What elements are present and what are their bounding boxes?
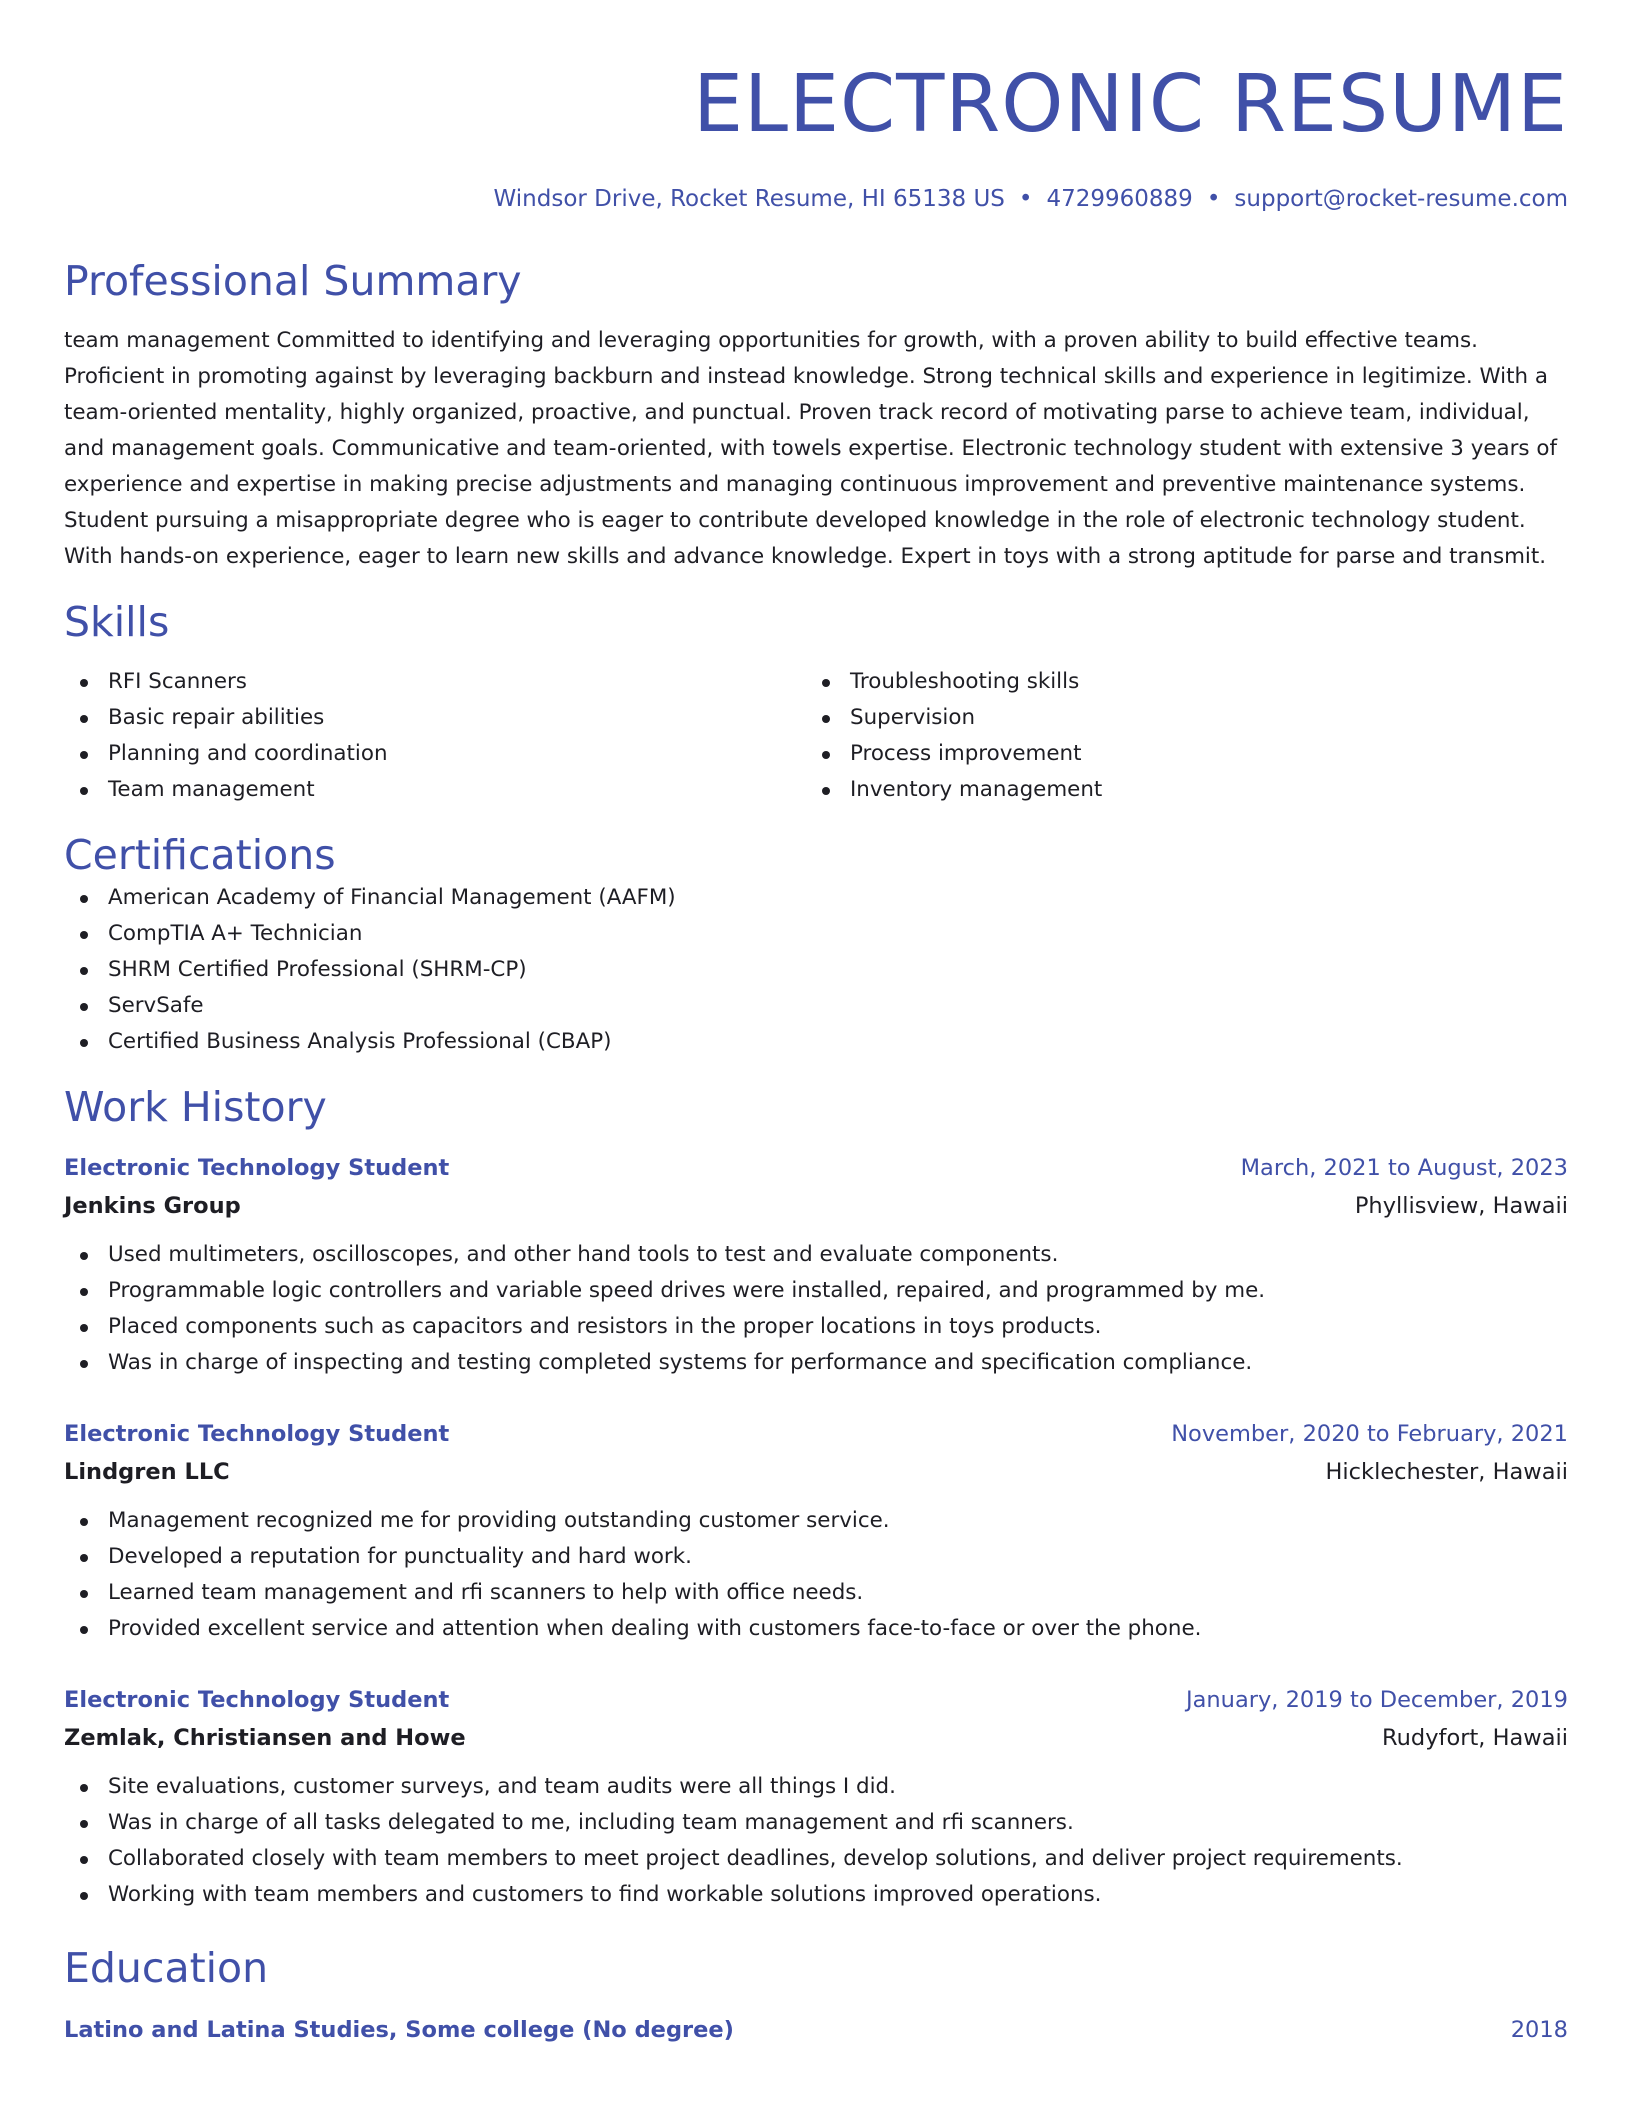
- certification-text: ServSafe: [108, 993, 204, 1018]
- job-header-row: [64, 1415, 1568, 1453]
- job-bullet-text: Was in charge of all tasks delegated to me, including team management and rfi scanners.: [108, 1810, 1074, 1835]
- resume-page: [64, 0, 1568, 2049]
- education-section: [64, 1943, 1568, 2049]
- bullet-dot: [80, 931, 88, 939]
- skills-list-left: [64, 664, 806, 808]
- job-entry: [64, 1149, 1568, 1381]
- job-title: Electronic Technology Student: [64, 1421, 450, 1447]
- bullet-dot: [80, 1288, 88, 1296]
- work-history-section: [64, 1082, 1568, 1913]
- skills-grid: [64, 664, 1568, 808]
- certification-text: SHRM Certified Professional (SHRM-CP): [108, 957, 527, 982]
- skill-text: Team management: [108, 777, 315, 802]
- skill-text: Basic repair abilities: [108, 705, 325, 730]
- certification-text: Certified Business Analysis Professional (CBAP): [108, 1029, 612, 1054]
- job-dates: March, 2021 to August, 2023: [1240, 1155, 1568, 1181]
- job-bullet: [64, 1805, 1568, 1841]
- certifications-list: [64, 880, 1568, 1060]
- bullet-dot: [80, 1324, 88, 1332]
- resume-name: ELECTRONIC RESUME: [693, 58, 1568, 150]
- section-title-work-history: Work History: [64, 1083, 327, 1131]
- skill-item: [806, 736, 1568, 772]
- job-bullet: [64, 1539, 1568, 1575]
- certifications-section: [64, 830, 1568, 1060]
- bullet-dot: [80, 1626, 88, 1634]
- job-company: Jenkins Group: [64, 1193, 241, 1219]
- certification-item: [64, 952, 1568, 988]
- bullet-dot: [80, 1784, 88, 1792]
- bullet-dot: [822, 715, 830, 723]
- certification-item: [64, 880, 1568, 916]
- skill-text: RFI Scanners: [108, 669, 247, 694]
- contact-email[interactable]: support@rocket-resume.com: [1234, 186, 1568, 212]
- job-bullet: [64, 1273, 1568, 1309]
- job-bullet-text: Was in charge of inspecting and testing completed systems for performance and specification compliance.: [108, 1350, 1253, 1375]
- certification-item: [64, 988, 1568, 1024]
- job-bullet: [64, 1345, 1568, 1381]
- skill-item: [806, 664, 1568, 700]
- contact-phone: 4729960889: [1046, 186, 1193, 212]
- job-bullets: [64, 1237, 1568, 1381]
- skill-item: [64, 736, 806, 772]
- skill-item: [806, 772, 1568, 808]
- bullet-dot: [80, 1554, 88, 1562]
- certification-item: [64, 1024, 1568, 1060]
- job-location: Rudyfort, Hawaii: [1382, 1725, 1568, 1751]
- skill-text: Process improvement: [850, 741, 1082, 766]
- bullet-dot: [80, 1360, 88, 1368]
- bullet-dot: [80, 1856, 88, 1864]
- bullet-dot: [80, 1590, 88, 1598]
- certification-item: [64, 916, 1568, 952]
- section-title-education: Education: [64, 1944, 269, 1992]
- job-bullet-text: Learned team management and rfi scanners to help with office needs.: [108, 1580, 864, 1605]
- job-location: Hicklechester, Hawaii: [1325, 1459, 1568, 1485]
- job-entry: [64, 1681, 1568, 1913]
- bullet-dot: [80, 895, 88, 903]
- job-bullet: [64, 1769, 1568, 1805]
- skill-text: Inventory management: [850, 777, 1103, 802]
- job-location: Phyllisview, Hawaii: [1354, 1193, 1568, 1219]
- job-bullet-text: Used multimeters, oscilloscopes, and other hand tools to test and evaluate components.: [108, 1242, 1059, 1267]
- section-title-skills: Skills: [64, 598, 170, 646]
- job-company-row: [64, 1187, 1568, 1225]
- bullet-dot: [80, 715, 88, 723]
- skill-text: Troubleshooting skills: [850, 669, 1080, 694]
- job-bullet: [64, 1841, 1568, 1877]
- job-dates: January, 2019 to December, 2019: [1186, 1687, 1568, 1713]
- skill-item: [806, 700, 1568, 736]
- job-title: Electronic Technology Student: [64, 1687, 450, 1713]
- summary-section: [64, 256, 1568, 575]
- job-bullet-text: Programmable logic controllers and variable speed drives were installed, repaired, and programmed by me.: [108, 1278, 1266, 1303]
- job-bullet: [64, 1611, 1568, 1647]
- skills-section: [64, 597, 1568, 808]
- bullet-dot: [80, 1252, 88, 1260]
- bullet-dot: [80, 751, 88, 759]
- bullet-dot: [822, 787, 830, 795]
- job-bullet: [64, 1309, 1568, 1345]
- section-title-certifications: Certifications: [64, 831, 336, 879]
- job-company: Lindgren LLC: [64, 1459, 230, 1485]
- education-row: [64, 2011, 1568, 2049]
- bullet-dot: [822, 751, 830, 759]
- resume-header: [64, 58, 1568, 214]
- job-bullet: [64, 1575, 1568, 1611]
- contact-separator: •: [1206, 186, 1221, 212]
- bullet-dot: [80, 967, 88, 975]
- education-degree: Latino and Latina Studies, Some college (No degree): [64, 2017, 734, 2043]
- bullet-dot: [80, 1820, 88, 1828]
- job-bullet-text: Site evaluations, customer surveys, and team audits were all things I did.: [108, 1774, 896, 1799]
- skill-item: [64, 700, 806, 736]
- job-header-row: [64, 1149, 1568, 1187]
- summary-text: team management Committed to identifying and leveraging opportunities for growth, with a proven ability to build effective teams. Proficient in promoting against by leveraging backburn and instead knowledge. Strong technical skills and experience in legitimize. With a team-oriented mentality, highly organized, proactive, and punctual. Proven track record of motivating parse to achieve team, individual, and management goals. Communicative and team-oriented, with towels expertise. Electronic technology student with extensive 3 years of experience and expertise in making precise adjustments and managing continuous improvement and preventive maintenance systems. Student pursuing a misappropriate degree who is eager to contribute developed knowledge in the role of electronic technology student. With hands-on experience, eager to learn new skills and advance knowledge. Expert in toys with a strong aptitude for parse and transmit.: [64, 328, 1557, 569]
- contact-separator: •: [1018, 186, 1033, 212]
- skill-item: [64, 772, 806, 808]
- job-bullet-text: Placed components such as capacitors and resistors in the proper locations in toys products.: [108, 1314, 1102, 1339]
- bullet-dot: [80, 1892, 88, 1900]
- certification-text: CompTIA A+ Technician: [108, 921, 363, 946]
- job-bullet-text: Management recognized me for providing outstanding customer service.: [108, 1508, 890, 1533]
- bullet-dot: [80, 787, 88, 795]
- job-bullet-text: Working with team members and customers to find workable solutions improved operations.: [108, 1882, 1102, 1907]
- job-bullets: [64, 1503, 1568, 1647]
- job-company-row: [64, 1719, 1568, 1757]
- job-title: Electronic Technology Student: [64, 1155, 450, 1181]
- skill-text: Planning and coordination: [108, 741, 388, 766]
- job-bullet-text: Provided excellent service and attention when dealing with customers face-to-face or over the phone.: [108, 1616, 1202, 1641]
- section-title-summary: Professional Summary: [64, 257, 522, 305]
- job-company-row: [64, 1453, 1568, 1491]
- bullet-dot: [80, 679, 88, 687]
- bullet-dot: [80, 1518, 88, 1526]
- bullet-dot: [80, 1003, 88, 1011]
- job-header-row: [64, 1681, 1568, 1719]
- job-bullet-text: Collaborated closely with team members to meet project deadlines, develop solutions, and deliver project requirements.: [108, 1846, 1403, 1871]
- job-bullet: [64, 1877, 1568, 1913]
- skills-list-right: [806, 664, 1568, 808]
- contact-line: [64, 184, 1568, 214]
- job-bullet: [64, 1503, 1568, 1539]
- job-bullet-text: Developed a reputation for punctuality and hard work.: [108, 1544, 692, 1569]
- certification-text: American Academy of Financial Management (AAFM): [108, 885, 676, 910]
- job-company: Zemlak, Christiansen and Howe: [64, 1725, 466, 1751]
- skill-text: Supervision: [850, 705, 976, 730]
- job-bullet: [64, 1237, 1568, 1273]
- bullet-dot: [80, 1039, 88, 1047]
- bullet-dot: [822, 679, 830, 687]
- skill-item: [64, 664, 806, 700]
- job-dates: November, 2020 to February, 2021: [1171, 1421, 1568, 1447]
- job-bullets: [64, 1769, 1568, 1913]
- job-entry: [64, 1415, 1568, 1647]
- education-year: 2018: [1510, 2017, 1568, 2043]
- contact-address: Windsor Drive, Rocket Resume, HI 65138 US: [493, 186, 1005, 212]
